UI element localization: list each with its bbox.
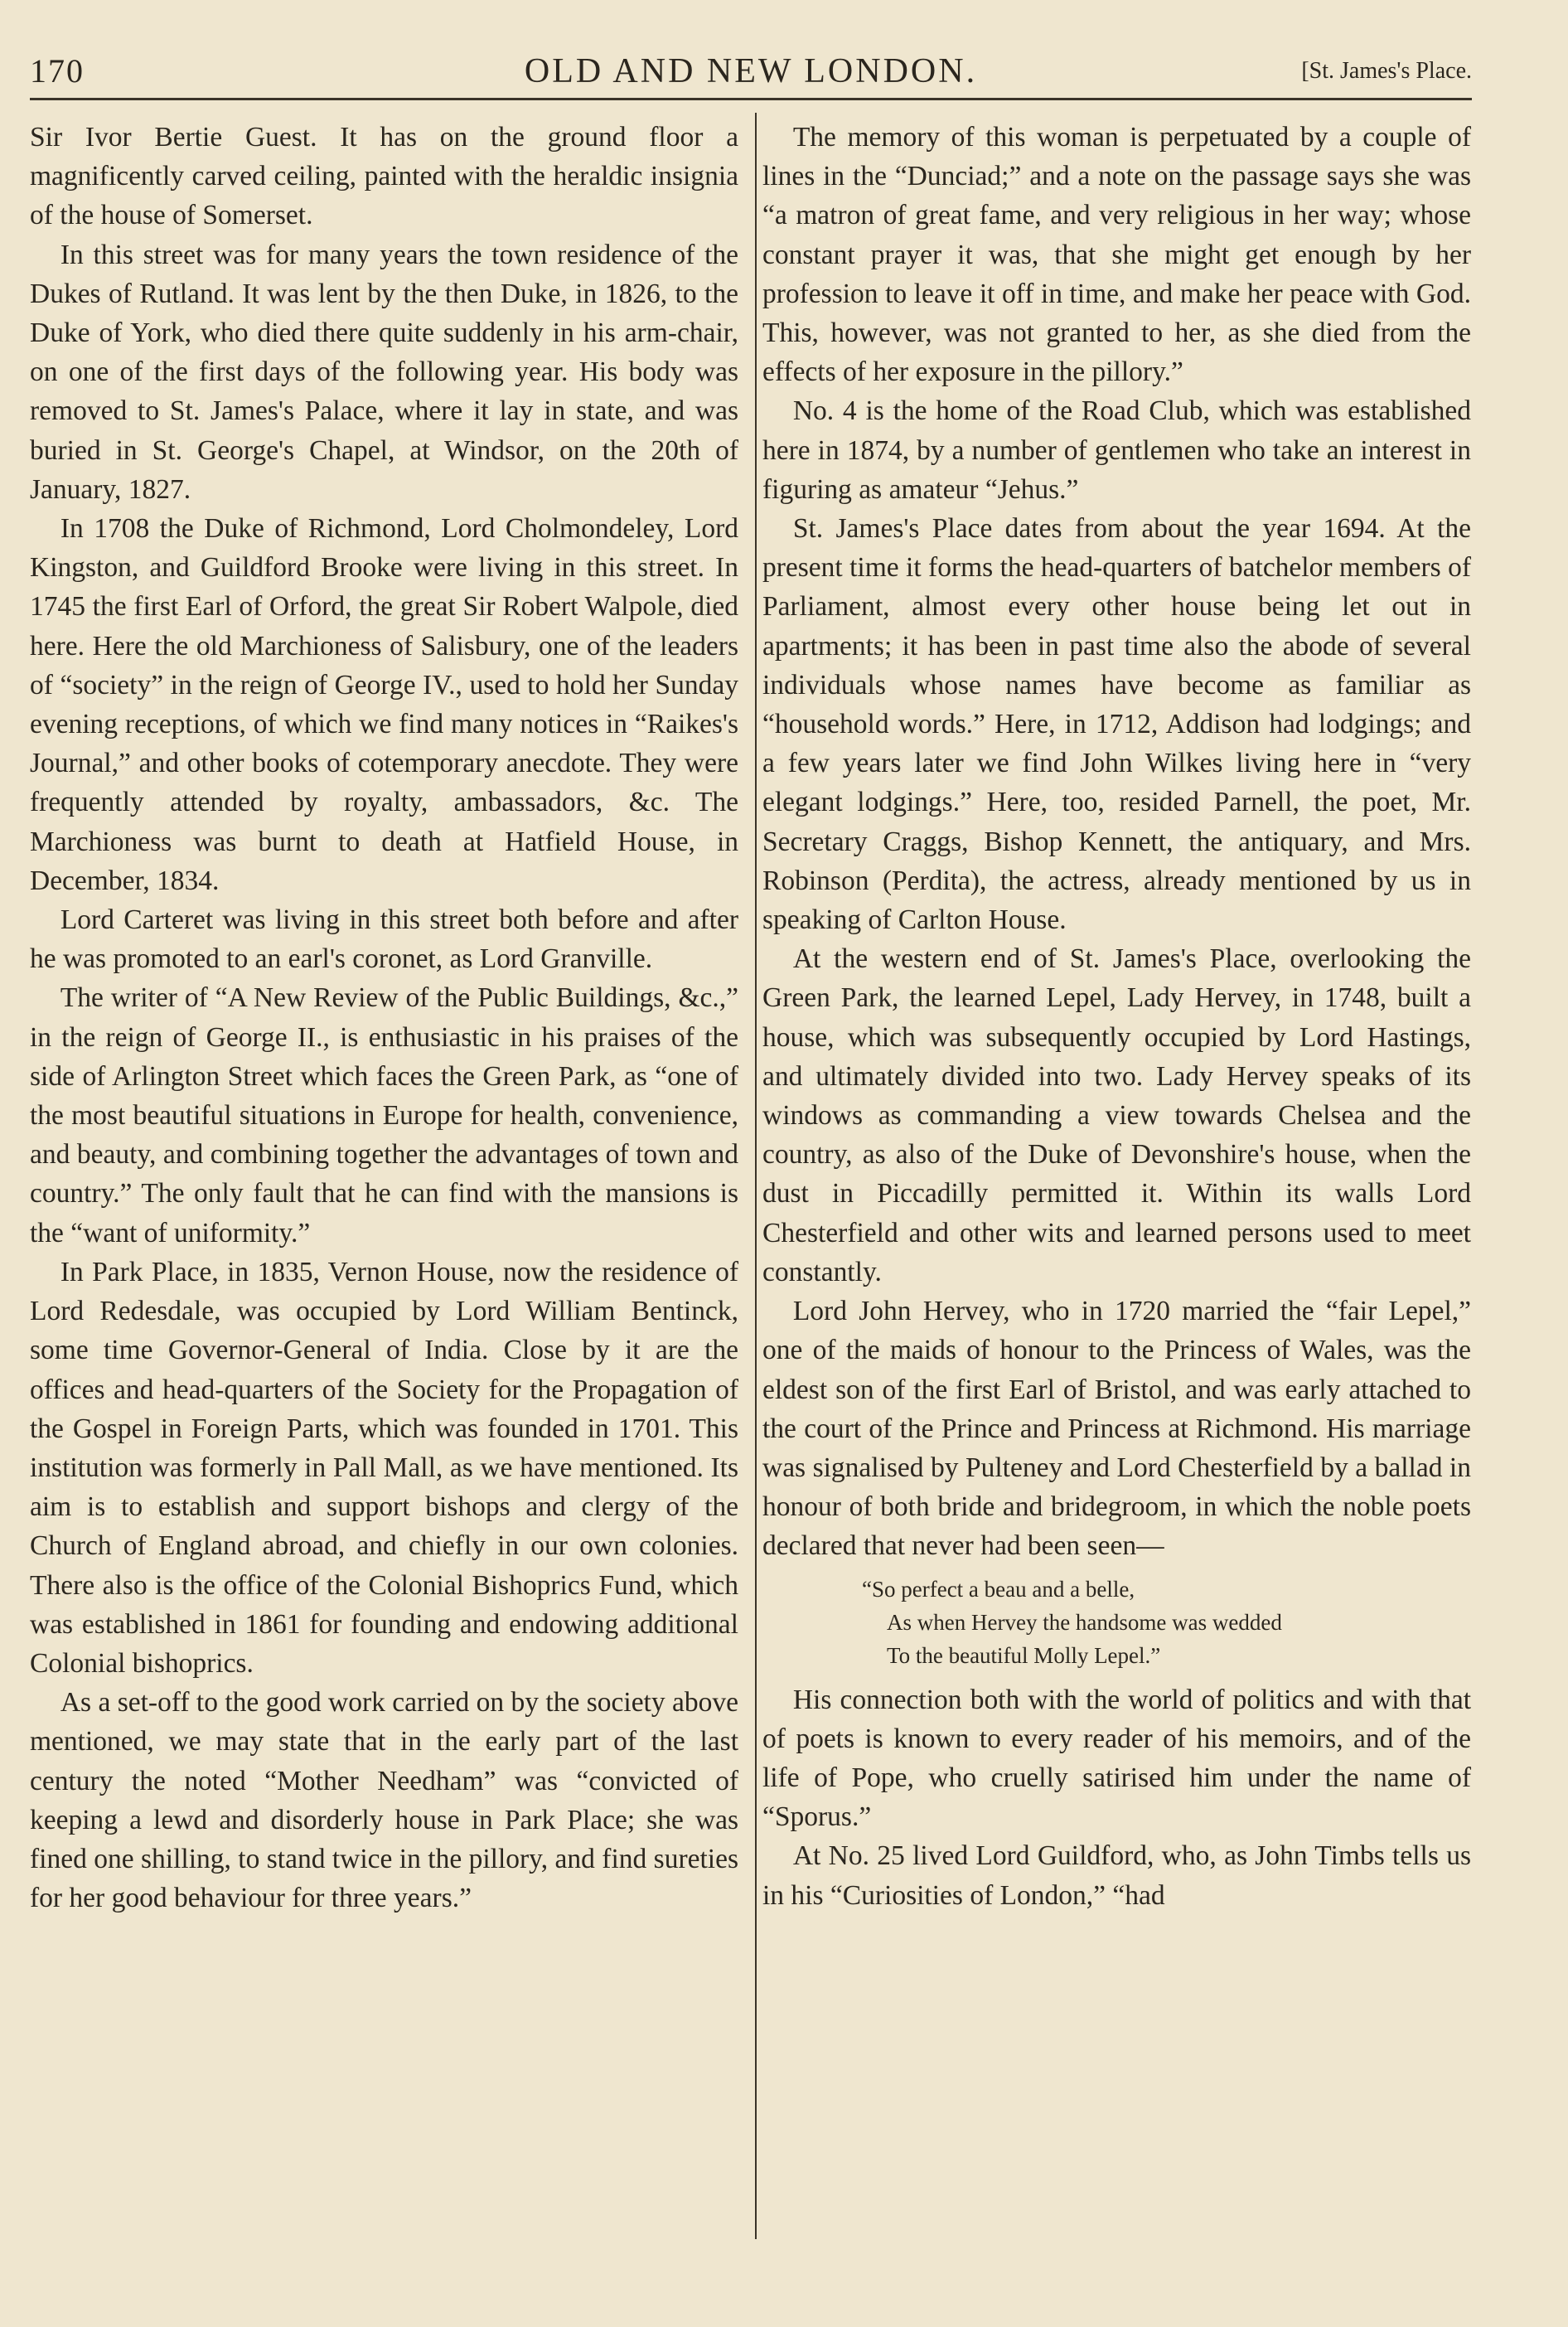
paragraph: No. 4 is the home of the Road Club, which was established here in 1874, by a number of gentlemen who take an interest in figuring as amateur “Jehus.” [762, 395, 1471, 505]
paragraph: His connection both with the world of politics and with that of poets is known to every reader of his memoirs, and of the life of Pope, who cruelly satirised him under the name of “Sporus.” [762, 1684, 1471, 1833]
paragraph: The memory of this woman is perpetuated by a couple of lines in the “Dunciad;” and a note on the passage says she was “a matron of great fame, and very religious in her way; whose constant prayer it was, that she might get enough by her profession to leave it off in time, and make her peace with God. This, however, was not granted to her, as she died from the effects of her exposure in the pillory.” [762, 122, 1471, 388]
column-divider [755, 113, 757, 2239]
page-header [30, 51, 1472, 101]
paragraph: Sir Ivor Bertie Guest. It has on the ground floor a magnificently carved ceiling, painted with the heraldic insignia of the house of Somerset. [30, 122, 738, 231]
section-title: [St. James's Place. [1301, 58, 1472, 84]
paragraph: The writer of “A New Review of the Public Buildings, &c.,” in the reign of George II., is enthusiastic in his praises of the side of Arlington Street which faces the Green Park, as “one of the most beautiful situations in Europe for health, convenience, and beauty, and combining together the advantages of town and country.” The only fault that he can find with the mansions is the “want of uniformity.” [30, 982, 738, 1248]
right-column [762, 118, 1471, 1915]
verse-line: As when Hervey the handsome was wedded [887, 1609, 1282, 1635]
verse-line: To the beautiful Molly Lepel.” [887, 1642, 1161, 1668]
paragraph: Lord Carteret was living in this street both before and after he was promoted to an earl's coronet, as Lord Granville. [30, 904, 738, 975]
paragraph: In this street was for many years the town residence of the Dukes of Rutland. It was lent by the then Duke, in 1826, to the Duke of York, who died there quite suddenly in his arm-chair, on one of the first days of the following year. His body was removed to St. James's Palace, where it lay in state, and was buried in St. George's Chapel, at Windsor, on the 20th of January, 1827. [30, 239, 738, 505]
running-title: OLD AND NEW LONDON. [524, 52, 978, 90]
paragraph: In Park Place, in 1835, Vernon House, now the residence of Lord Redesdale, was occupied by Lord William Bentinck, some time Governor-General of India. Close by it are the offices and head-quarters of the Society for the Propagation of the Gospel in Foreign Parts, which was founded in 1701. This institution was formerly in Pall Mall, as we have mentioned. Its aim is to establish and support bishops and clergy of the Church of England abroad, and chiefly in our own colonies. There also is the office of the Colonial Bishoprics Fund, which was established in 1861 for founding and endowing additional Colonial bishoprics. [30, 1256, 738, 1679]
left-column [30, 118, 738, 1917]
paragraph: At the western end of St. James's Place, overlooking the Green Park, the learned Lepel, Lady Hervey, in 1748, built a house, which was subsequently occupied by Lord Hastings, and ultimately divided into two. Lady Hervey speaks of its windows as commanding a view towards Chelsea and the country, as also of the Duke of Devonshire's house, when the dust in Piccadilly permitted it. Within its walls Lord Chesterfield and other wits and learned persons used to meet constantly. [762, 943, 1471, 1287]
paragraph: As a set-off to the good work carried on by the society above mentioned, we may state that in the early part of the last century the noted “Mother Needham” was “convicted of keeping a lewd and disorderly house in Park Place; she was fined one shilling, to stand twice in the pillory, and find sureties for her good behaviour for three years.” [30, 1687, 738, 1914]
paragraph: Lord John Hervey, who in 1720 married the “fair Lepel,” one of the maids of honour to the Princess of Wales, was the eldest son of the first Earl of Bristol, and was early attached to the court of the Prince and Princess at Richmond. His marriage was signalised by Pulteney and Lord Chesterfield by a ballad in honour of both bride and bridegroom, in which the noble poets declared that never had been seen— [762, 1296, 1471, 1562]
paragraph: In 1708 the Duke of Richmond, Lord Cholmondeley, Lord Kingston, and Guildford Brooke were living in this street. In 1745 the first Earl of Orford, the great Sir Robert Walpole, died here. Here the old Marchioness of Salisbury, one of the leaders of “society” in the reign of George IV., used to hold her Sunday evening receptions, of which we find many notices in “Raikes's Journal,” and other books of cotemporary anecdote. They were frequently attended by royalty, ambassadors, &c. The Marchioness was burnt to death at Hatfield House, in December, 1834. [30, 513, 738, 896]
verse-line: “So perfect a beau and a belle, [862, 1576, 1135, 1602]
page-number: 170 [30, 52, 85, 90]
paragraph: St. James's Place dates from about the year 1694. At the present time it forms the head-quarters of batchelor members of Parliament, almost every other house being let out in apartments; it has been in past time also the abode of several individuals whose names have become as familiar as “household words.” Here, in 1712, Addison had lodgings; and a few years later we find John Wilkes living here in “very elegant lodgings.” Here, too, resided Parnell, the poet, Mr. Secretary Craggs, Bishop Kennett, the antiquary, and Mrs. Robinson (Perdita), the actress, already mentioned by us in speaking of Carlton House. [762, 513, 1471, 936]
header-rule [30, 98, 1472, 100]
paragraph: At No. 25 lived Lord Guildford, who, as John Timbs tells us in his “Curiosities of London,” “had [762, 1840, 1471, 1911]
verse-quote [762, 1573, 1471, 1672]
